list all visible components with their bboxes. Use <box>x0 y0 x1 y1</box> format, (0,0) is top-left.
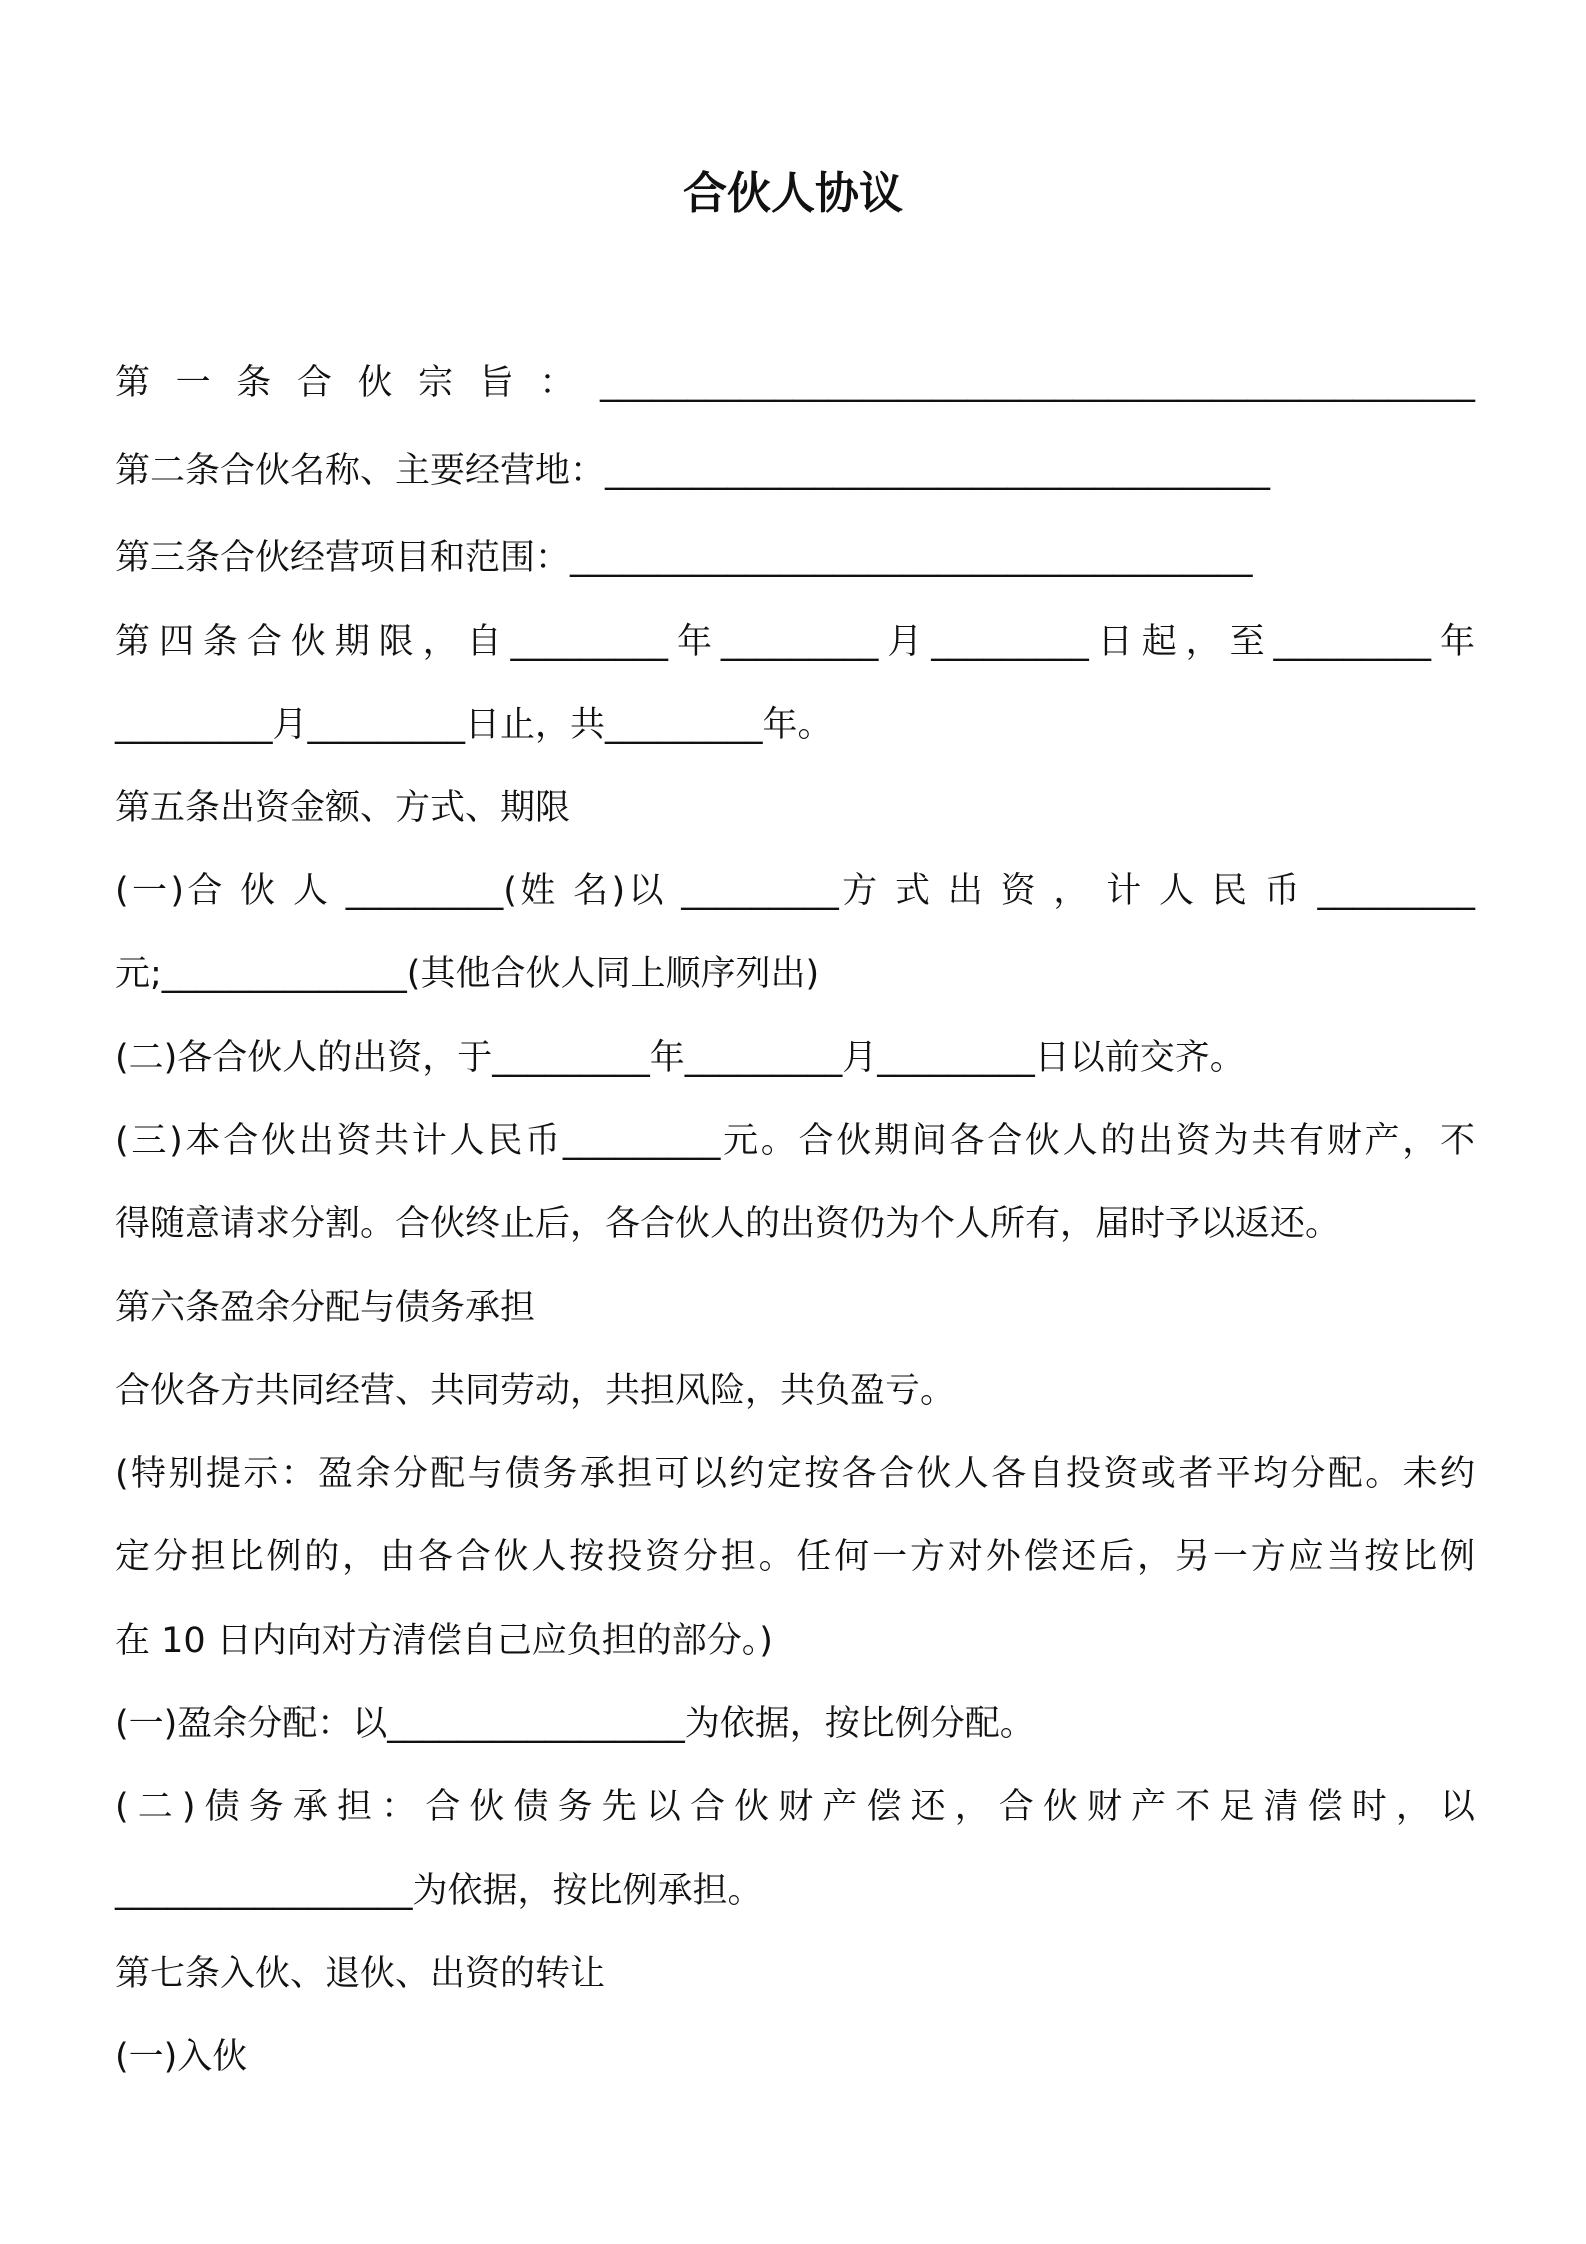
special-note-line-2: 定分担比例的，由各合伙人按投资分担。任何一方对外偿还后，另一方应当按比例 <box>115 1537 1475 1577</box>
special-note-line-3: 在 10 日内向对方清偿自己应负担的部分。) <box>115 1621 773 1661</box>
article-7-heading: 第七条入伙、退伙、出资的转让 <box>115 1954 606 1994</box>
article-5-item-2: (二)各合伙人的出资，于_________年_________月_________日以前交齐。 <box>115 1038 1245 1078</box>
article-6-item-2-line-1: (二)债务承担：合伙债务先以合伙财产偿还，合伙财产不足清偿时，以 <box>115 1787 1475 1827</box>
article-6-heading: 第六条盈余分配与债务承担 <box>115 1288 536 1328</box>
article-5-item-3-line-1: (三)本合伙出资共计人民币_________元。合伙期间各合伙人的出资为共有财产，不 <box>115 1121 1475 1161</box>
article-5-heading: 第五条出资金额、方式、期限 <box>115 788 571 828</box>
article-4-line-2: _________月_________日止，共_________年。 <box>115 705 833 745</box>
article-6-paragraph: 合伙各方共同经营、共同劳动，共担风险，共负盈亏。 <box>115 1371 956 1411</box>
document-title: 合伙人协议 <box>683 168 903 219</box>
article-7-item-1: (一)入伙 <box>115 2037 248 2077</box>
special-note-line-1: (特别提示：盈余分配与债务承担可以约定按各合伙人各自投资或者平均分配。未约 <box>115 1454 1475 1494</box>
article-3-line: 第三条合伙经营项目和范围：_______________________________________ <box>115 538 1253 578</box>
article-4-line-1: 第四条合伙期限，自_________年_________月_________日起，至_________年 <box>115 622 1475 662</box>
article-1-line: 第一条合伙宗旨：__________________________________________________ <box>115 363 1475 403</box>
article-5-item-1-line-2: 元;______________(其他合伙人同上顺序列出) <box>115 954 820 994</box>
article-6-item-2-line-2: _________________为依据，按比例承担。 <box>115 1871 763 1911</box>
article-5-item-1-line-1: (一)合 伙 人 _________(姓 名)以 _________方 式 出 资 ， 计 人 民 币 _________ <box>115 871 1475 911</box>
article-5-item-3-line-2: 得随意请求分割。合伙终止后，各合伙人的出资仍为个人所有，届时予以返还。 <box>115 1204 1341 1244</box>
article-6-item-1: (一)盈余分配：以_________________为依据，按比例分配。 <box>115 1704 1035 1744</box>
article-2-line: 第二条合伙名称、主要经营地：______________________________________ <box>115 451 1271 491</box>
